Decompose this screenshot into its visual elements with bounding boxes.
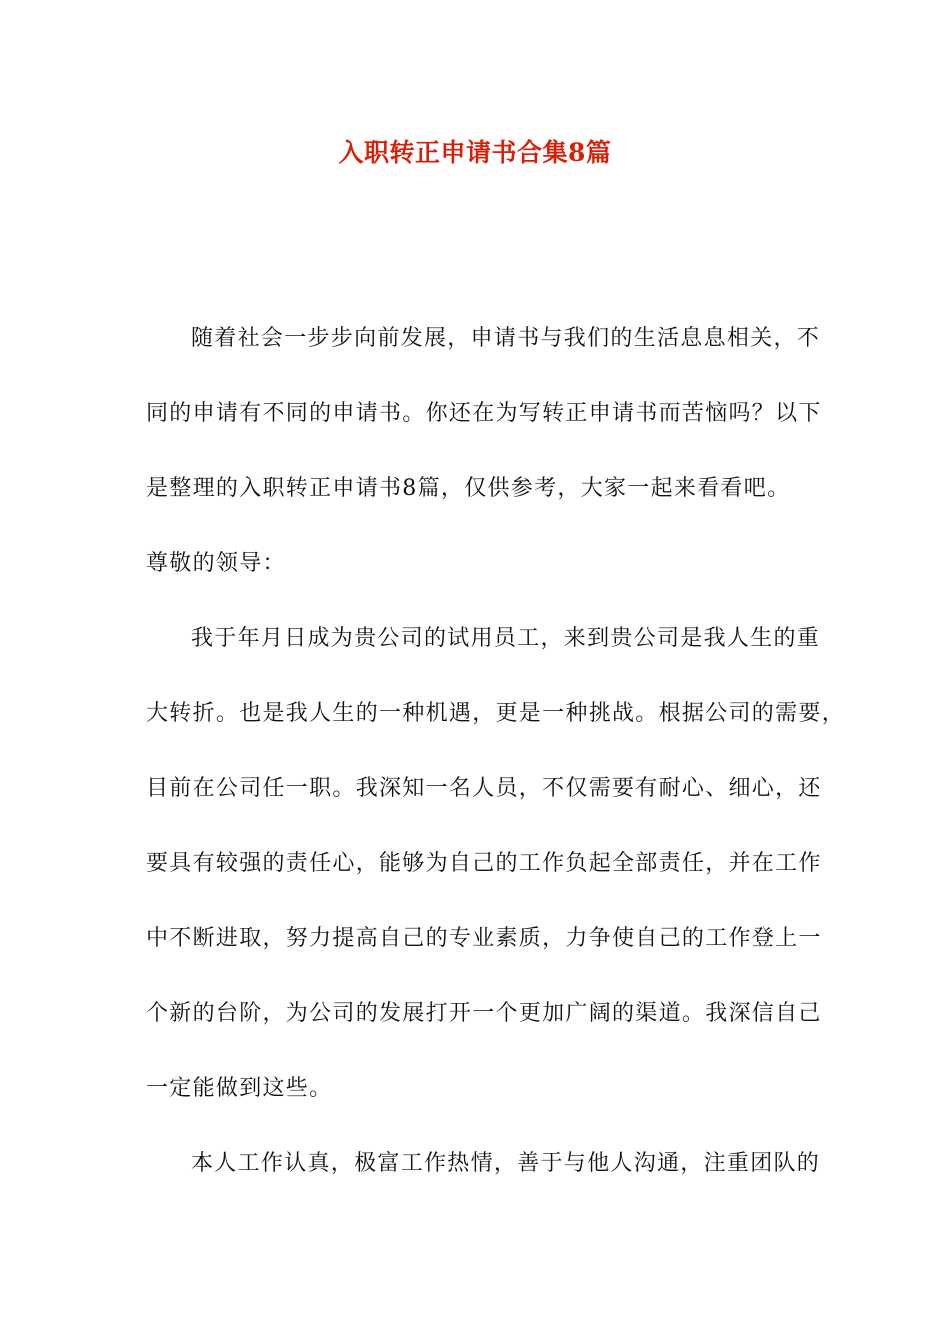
intro-line-3: 是整理的入职转正申请书8篇，仅供参考，大家一起来看看吧。	[146, 476, 791, 501]
paragraph1-line-2: 大转折。也是我人生的一种机遇，更是一种挑战。根据公司的需要，	[146, 701, 846, 726]
paragraph1-line-3: 目前在公司任一职。我深知一名人员，不仅需要有耐心、细心，还	[146, 776, 822, 801]
intro-line-1: 随着社会一步步向前发展，申请书与我们的生活息息相关，不	[191, 326, 821, 351]
paragraph1-line-1: 我于年月日成为贵公司的试用员工，来到贵公司是我人生的重	[191, 626, 821, 651]
paragraph1-line-5: 中不断进取，努力提高自己的专业素质，力争使自己的工作登上一	[146, 926, 822, 951]
salutation: 尊敬的领导：	[146, 551, 286, 576]
paragraph1-line-6: 个新的台阶，为公司的发展打开一个更加广阔的渠道。我深信自己	[146, 1001, 822, 1026]
intro-line-2: 同的申请有不同的申请书。你还在为写转正申请书而苦恼吗？以下	[146, 401, 822, 426]
paragraph2-line-1: 本人工作认真，极富工作热情，善于与他人沟通，注重团队的	[191, 1151, 821, 1176]
paragraph1-line-7: 一定能做到这些。	[146, 1076, 333, 1101]
document-title: 入职转正申请书合集8篇	[338, 138, 612, 167]
paragraph1-line-4: 要具有较强的责任心，能够为自己的工作负起全部责任，并在工作	[146, 851, 822, 876]
